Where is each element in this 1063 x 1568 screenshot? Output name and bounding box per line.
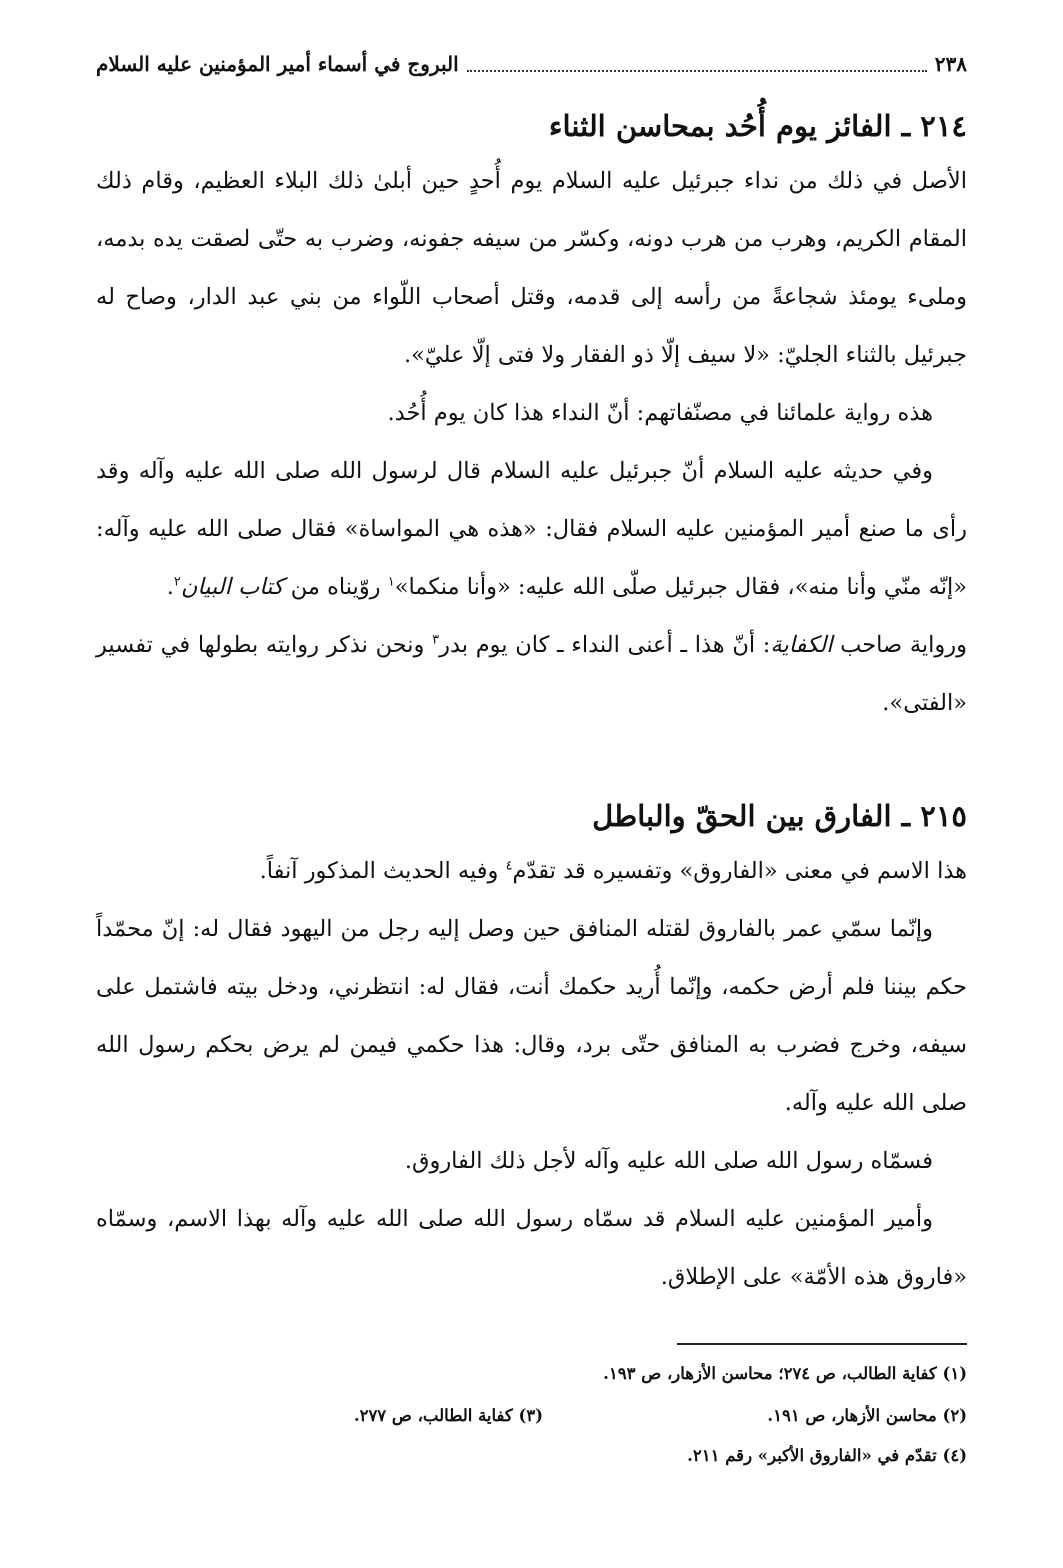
paragraph: هذه رواية علمائنا في مصنّفاتهم: أنّ النداء هذا كان يوم أُحُد. xyxy=(387,400,933,426)
text-run: وفي حديثه عليه السلام أنّ جبرئيل عليه السلام قال لرسول الله صلى الله عليه وآله وقد رأى ما صنع أمير المؤمنين عليه السلام فقال: «هذه هي المواساة» فقال صلى الله عليه وآله: «إنّه منّي وأنا منه»، فقال جبرئيل صلّى الله عليه: «وأنا منكما» xyxy=(96,458,967,600)
section-215 xyxy=(96,790,967,1306)
paragraph xyxy=(96,442,967,616)
footnote-separator xyxy=(677,1343,967,1345)
paragraph: وإنّما سمّي عمر بالفاروق لقتله المنافق حين وصل إليه رجل من اليهود فقال له: إنّ محمّداً حكم بيننا فلم أرض حكمه، وإنّما أُريد حكمك أنت، فقال له: انتظرني، ودخل بيته فاشتمل على سيفه، وخرج فضرب به المنافق حتّى برد، وقال: هذا حكمي فيمن لم يرض بحكم رسول الله صلى الله عليه وآله. xyxy=(96,916,967,1116)
page-number: ٢٣٨ xyxy=(934,52,967,76)
footnote-3: (٣) كفاية الطالب، ص ٢٧٧. xyxy=(353,1406,543,1425)
text-run: وفيه الحديث المذكور آنفاً. xyxy=(259,858,506,884)
footnote-2: (٢) محاسن الأزهار، ص ١٩١. xyxy=(767,1406,967,1425)
text-run: : أنّ هذا ـ أعنى النداء ـ كان يوم بدر xyxy=(439,632,771,658)
paragraph: وأمير المؤمنين عليه السلام قد سمّاه رسول الله صلى الله عليه وآله بهذا الاسم، وسمّاه «فاروق هذه الأمّة» على الإطلاق. xyxy=(96,1206,967,1290)
footnote-4: (٤) تقدّم في «الفاروق الأكبر» رقم ٢١١. xyxy=(687,1446,967,1465)
paragraph: فسمّاه رسول الله صلى الله عليه وآله لأجل ذلك الفاروق. xyxy=(404,1148,933,1174)
book-title: الكفاية xyxy=(770,632,833,658)
text-run: ورواية صاحب xyxy=(832,632,968,658)
paragraph xyxy=(96,842,967,900)
running-title: البروج في أسماء أمير المؤمنين عليه السلام xyxy=(96,52,459,76)
leader-dots xyxy=(467,56,927,72)
paragraph: الأصل في ذلك من نداء جبرئيل عليه السلام يوم أُحدٍ حين أبلىٰ ذلك البلاء العظيم، وقام ذلك المقام الكريم، وهرب من هرب دونه، وكسّر من سيفه جفونه، وضرب به حتّى لصقت يده بدمه، وملىء يومئذ شجاعةً من رأسه إلى قدمه، وقتل أصحاب اللّواء من بني عبد الدار، وصاح له جبرئيل بالثناء الجليّ: «لا سيف إلّا ذو الفقار ولا فتى إلّا عليّ». xyxy=(96,168,967,368)
book-title: كتاب البيان xyxy=(180,574,284,600)
text-run: روّيناه من xyxy=(283,574,388,600)
footnote-marker: ٤ xyxy=(505,858,513,874)
footnote-marker: ٢ xyxy=(173,574,181,590)
section-heading: ٢١٥ ـ الفارق بين الحقّ والباطل xyxy=(592,799,967,833)
running-head xyxy=(96,46,967,82)
footnote-1: (١) كفاية الطالب، ص ٢٧٤؛ محاسن الأزهار، ص ١٩٣. xyxy=(603,1364,967,1383)
footnote-marker: ٣ xyxy=(432,632,440,648)
paragraph xyxy=(96,616,967,732)
text-run: . xyxy=(166,574,174,600)
text-run: ونحن نذكر روايته بطولها في تفسير «الفتى». xyxy=(96,632,967,716)
text-run: هذا الاسم في معنى «الفاروق» وتفسيره قد تقدّم xyxy=(512,858,967,884)
footnote-marker: ١ xyxy=(387,574,395,590)
section-214 xyxy=(96,100,967,732)
section-heading: ٢١٤ ـ الفائز يوم أُحُد بمحاسن الثناء xyxy=(548,109,967,143)
